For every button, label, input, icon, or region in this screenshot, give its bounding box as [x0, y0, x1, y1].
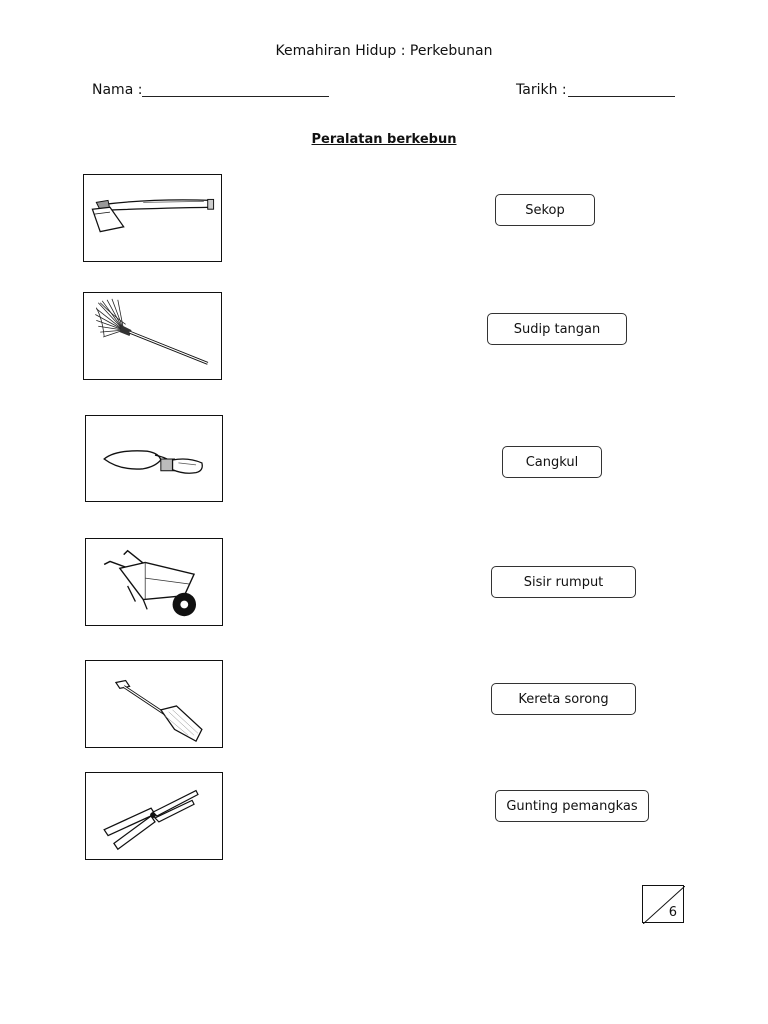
pruning-shears-icon: [86, 773, 222, 859]
name-line[interactable]: [142, 96, 329, 97]
score-total: 6: [668, 905, 677, 920]
answer-label-sekop[interactable]: Sekop: [495, 194, 595, 226]
picture-box-shears: [85, 772, 223, 860]
hoe-icon: [84, 175, 221, 261]
picture-box-hoe: [83, 174, 222, 262]
picture-box-trowel: [85, 415, 223, 502]
rake-icon: [84, 293, 221, 379]
score-box[interactable]: [642, 885, 684, 923]
picture-box-wheelbarrow: [85, 538, 223, 626]
wheelbarrow-icon: [86, 539, 222, 625]
answer-label-cangkul[interactable]: Cangkul: [502, 446, 602, 478]
score-divider-line: [643, 886, 685, 924]
section-title: Peralatan berkebun: [311, 132, 457, 147]
answer-label-sudip-tangan[interactable]: Sudip tangan: [487, 313, 627, 345]
picture-box-rake: [83, 292, 222, 380]
date-line[interactable]: [568, 96, 675, 97]
answer-label-sisir-rumput[interactable]: Sisir rumput: [491, 566, 636, 598]
picture-box-shovel: [85, 660, 223, 748]
hand-trowel-icon: [86, 416, 222, 501]
answer-label-kereta-sorong[interactable]: Kereta sorong: [491, 683, 636, 715]
shovel-icon: [86, 661, 222, 747]
name-label: Nama :: [92, 82, 143, 98]
answer-label-gunting-pemangkas[interactable]: Gunting pemangkas: [495, 790, 649, 822]
date-label: Tarikh :: [516, 82, 567, 98]
worksheet-title: Kemahiran Hidup : Perkebunan: [275, 43, 493, 59]
